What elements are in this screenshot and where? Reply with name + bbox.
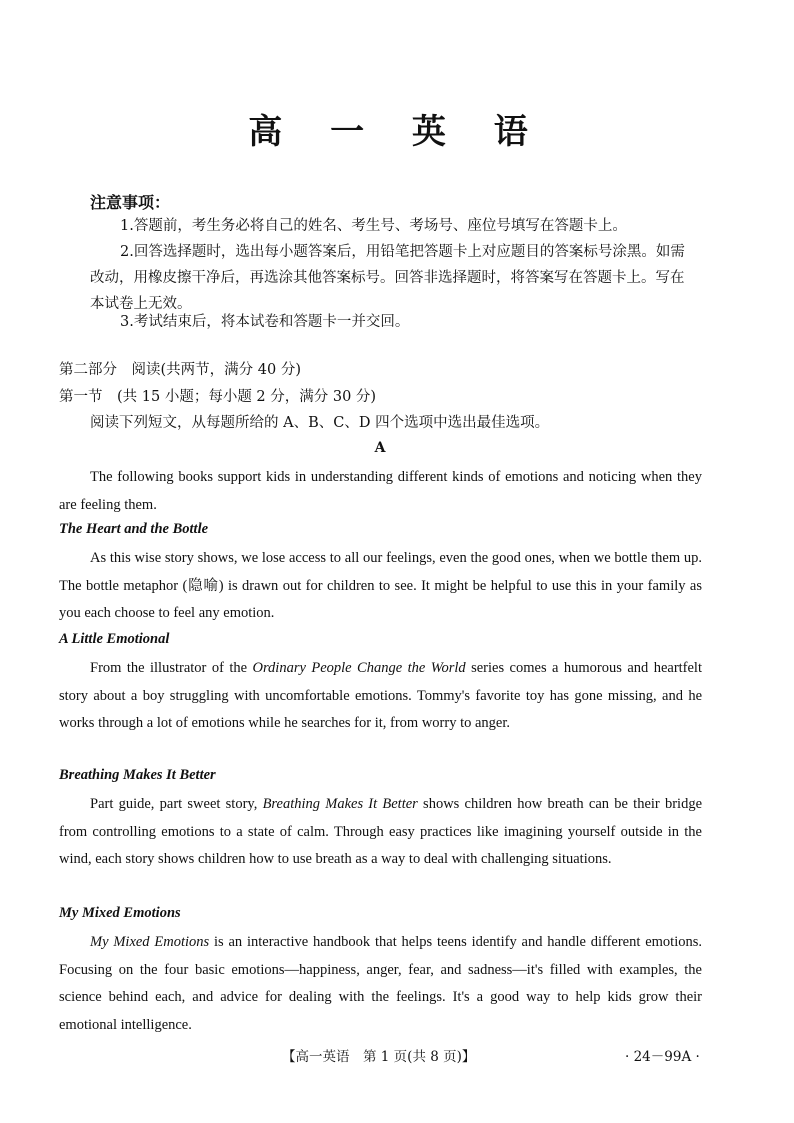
book-title-1: The Heart and the Bottle bbox=[59, 521, 209, 537]
notice-heading: 注意事项： bbox=[90, 193, 171, 212]
book-4-text: is an interactive handbook that helps teens identify and handle different emotions. Focusing on the four basic emotions—happiness, anger, fear, and sadness—it's filled with examples, the science behind each, and advice for dealing with the feelings. It's a good way to help kids grow their emotional intelligence. bbox=[59, 934, 703, 1033]
footer-exam-code: · 24－99A · bbox=[625, 1049, 700, 1065]
instruction-text: 阅读下列短文，从每题所给的 A、B、C、D 四个选项中选出最佳选项。 bbox=[90, 415, 550, 431]
book-title-4: My Mixed Emotions bbox=[59, 905, 181, 921]
book-description-2 bbox=[59, 655, 702, 738]
book-description-3 bbox=[59, 791, 702, 874]
book-3-inline-title: Breathing Makes It Better bbox=[262, 796, 418, 812]
notice-item-1: 1.答题前，考生务必将自己的姓名、考生号、考场号、座位号填写在答题卡上。 bbox=[120, 218, 627, 234]
book-description-4 bbox=[59, 929, 702, 1039]
book-description-1: As this wise story shows, we lose access to all our feelings, even the good ones, when we bottle them up. The bottle metaphor (隐喻) is drawn out for children to see. It might be helpful to use this in your family as you each choose to feel any emotion. bbox=[59, 550, 702, 621]
section-heading: 第一节 (共 15 小题；每小题 2 分，满分 30 分) bbox=[59, 389, 377, 405]
notice-item-3: 3.考试结束后，将本试卷和答题卡一并交回。 bbox=[120, 314, 410, 330]
book-3-text-a: Part guide, part sweet story, bbox=[90, 796, 263, 812]
part-heading: 第二部分 阅读(共两节，满分 40 分) bbox=[59, 362, 301, 378]
passage-letter: A bbox=[374, 440, 386, 456]
page-title: 高 一 英 语 bbox=[248, 112, 546, 152]
book-2-text-b: series comes a humorous and heartfelt story about a boy struggling with uncomfortable emotions. Tommy's favorite toy has gone missing, and he works through a lot of emotions while he searches for it, from worry to anger. bbox=[59, 660, 702, 731]
book-2-text-a: From the illustrator of the bbox=[90, 660, 253, 676]
book-3-text-b: shows children how breath can be their bridge from controlling emotions to a state of calm. Through easy practices like imagining yourself outside in the wind, each story shows children how to use breath as a way to deal with challenging situations. bbox=[59, 796, 703, 867]
notice-item-2: 2.回答选择题时，选出每小题答案后，用铅笔把答题卡上对应题目的答案标号涂黑。如需改动，用橡皮擦干净后，再选涂其他答案标号。回答非选择题时，将答案写在答题卡上。写在本试卷上无效。 bbox=[90, 244, 685, 312]
footer-page-info: 【高一英语 第 1 页(共 8 页)】 bbox=[282, 1049, 476, 1065]
book-2-series-title: Ordinary People Change the World bbox=[252, 660, 466, 676]
intro-paragraph: The following books support kids in understanding different kinds of emotions and noticing when they are feeling them. bbox=[59, 469, 702, 513]
book-title-3: Breathing Makes It Better bbox=[59, 767, 216, 783]
book-title-2: A Little Emotional bbox=[59, 631, 170, 647]
book-4-inline-title: My Mixed Emotions bbox=[90, 934, 210, 950]
